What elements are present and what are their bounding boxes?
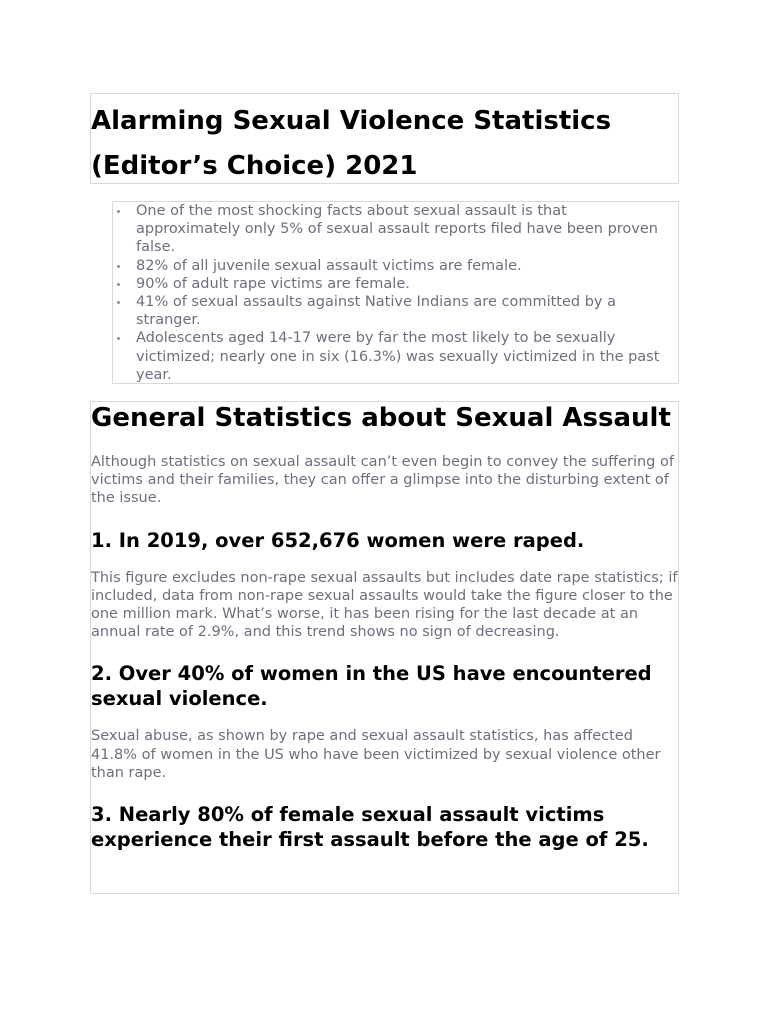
page-title: Alarming Sexual Violence Statistics (Editor’s Choice) 2021 xyxy=(91,106,612,181)
stat-heading: 1. In 2019, over 652,676 women were raped. xyxy=(91,528,585,552)
list-item: 90% of adult rape victims are female. xyxy=(136,275,678,293)
list-item: One of the most shocking facts about sexual assault is that approximately only 5% of sexual assault reports filed have been proven false. xyxy=(136,202,678,257)
stat-heading: 2. Over 40% of women in the US have encountered sexual violence. xyxy=(91,662,652,711)
section-heading: General Statistics about Sexual Assault xyxy=(91,403,671,433)
highlights-section xyxy=(112,201,679,384)
title-section xyxy=(90,93,679,184)
highlights-list xyxy=(113,202,678,384)
general-statistics-section xyxy=(90,401,679,894)
stat-paragraph: This figure excludes non-rape sexual assaults but includes date rape statistics; if included, data from non-rape sexual assaults would take the figure closer to the one million mark. What’s worse, it has been rising for the last decade at an annual rate of 2.9%, and this trend shows no sign of decreasing. xyxy=(91,569,678,641)
list-item: Adolescents aged 14-17 were by far the most likely to be sexually victimized; nearly one in six (16.3%) was sexually victimized in the past year. xyxy=(136,329,678,384)
list-item: 41% of sexual assaults against Native Indians are committed by a stranger. xyxy=(136,293,678,329)
intro-paragraph: Although statistics on sexual assault can’t even begin to convey the suffering of victims and their families, they can offer a glimpse into the disturbing extent of the issue. xyxy=(91,454,674,507)
stat-paragraph: Sexual abuse, as shown by rape and sexual assault statistics, has affected 41.8% of women in the US who have been victimized by sexual violence other than rape. xyxy=(91,728,661,781)
list-item: 82% of all juvenile sexual assault victims are female. xyxy=(136,257,678,275)
stat-heading: 3. Nearly 80% of female sexual assault victims experience their first assault before the age of 25. xyxy=(91,803,649,852)
